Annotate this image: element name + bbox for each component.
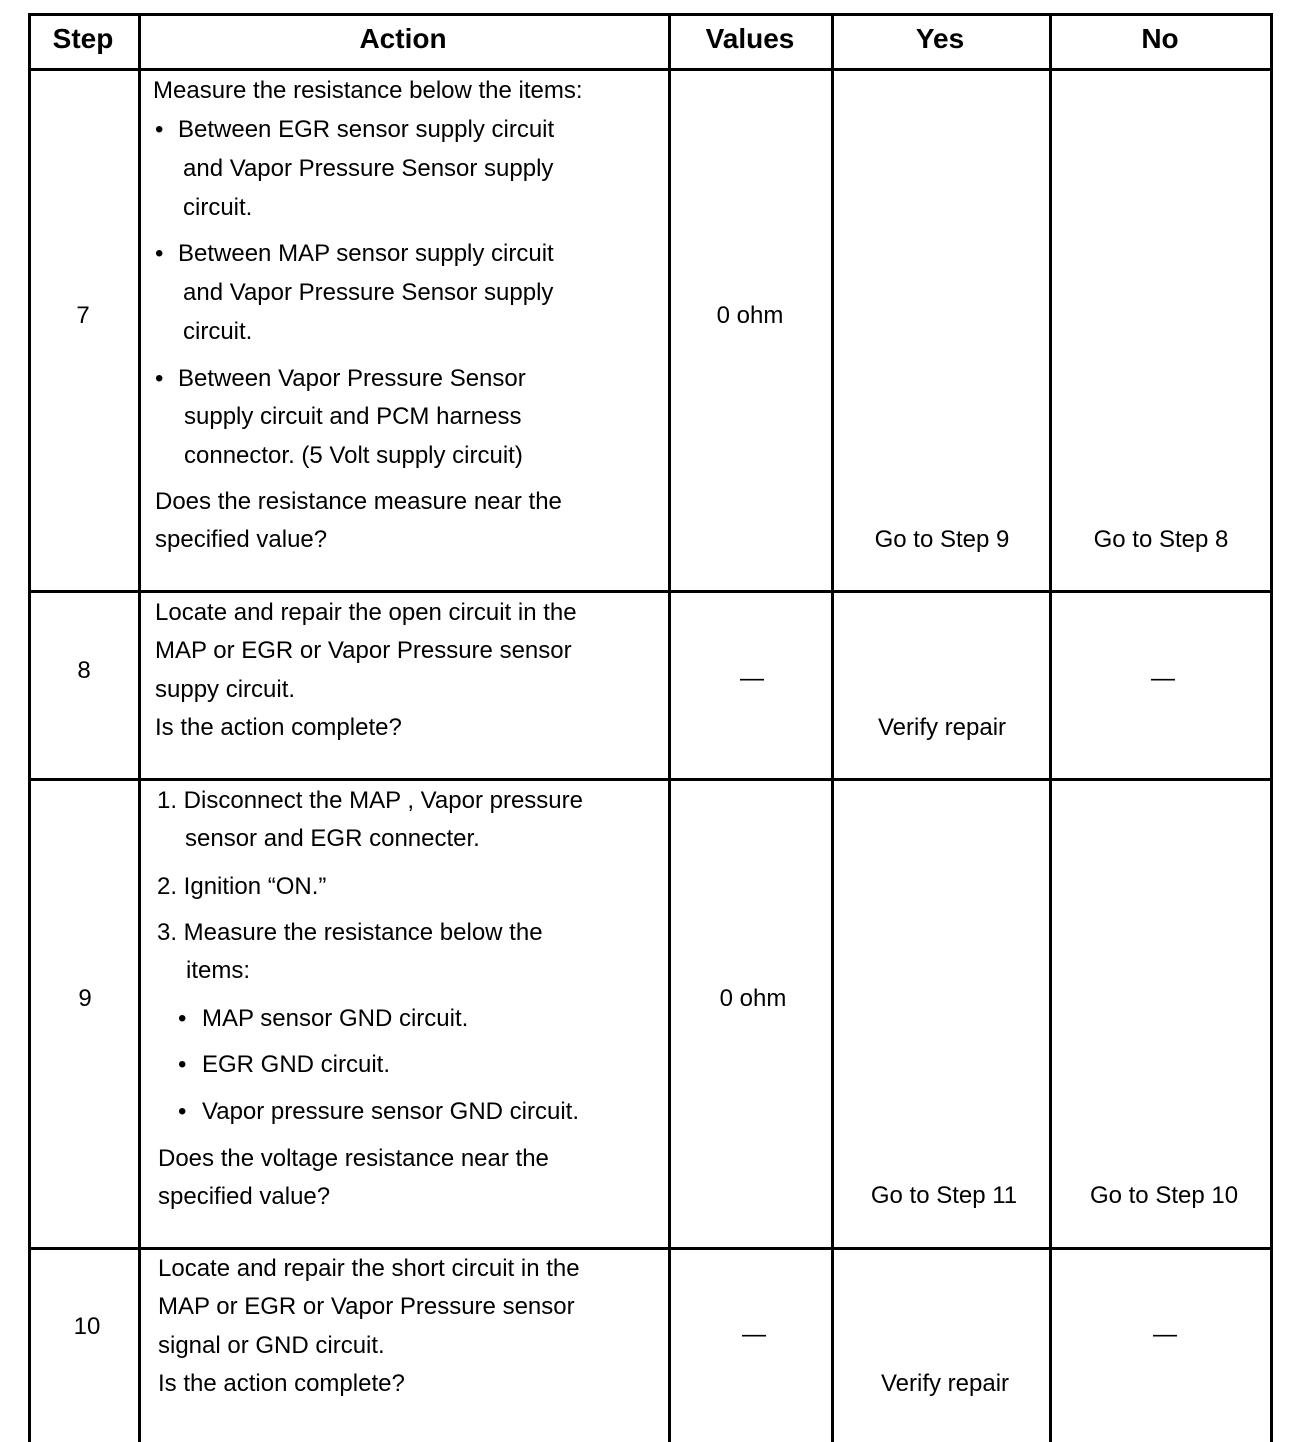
action-text: Locate and repair the open circuit in the bbox=[155, 599, 577, 626]
step-number: 10 bbox=[73, 1313, 101, 1340]
bullet-icon: • bbox=[155, 240, 164, 267]
action-text: MAP sensor GND circuit. bbox=[202, 1005, 469, 1032]
step-number: 7 bbox=[76, 302, 90, 329]
action-text: Measure the resistance below the items: bbox=[153, 77, 583, 104]
no-cell: Go to Step 8 bbox=[1093, 526, 1229, 553]
bullet-icon: • bbox=[178, 1051, 187, 1078]
table-border bbox=[831, 13, 834, 1442]
action-text: Locate and repair the short circuit in the bbox=[158, 1255, 580, 1282]
bullet-icon: • bbox=[155, 365, 164, 392]
step-number: 9 bbox=[78, 985, 92, 1012]
action-text: MAP or EGR or Vapor Pressure sensor bbox=[155, 637, 572, 664]
bullet-icon: • bbox=[155, 116, 164, 143]
action-text: circuit. bbox=[183, 318, 253, 345]
value-cell: 0 ohm bbox=[716, 302, 784, 329]
yes-cell: Verify repair bbox=[877, 714, 1007, 741]
table-border bbox=[28, 13, 1273, 16]
action-text: EGR GND circuit. bbox=[202, 1051, 391, 1078]
action-question: specified value? bbox=[158, 1183, 331, 1210]
action-question: Is the action complete? bbox=[155, 714, 402, 741]
table-border bbox=[668, 13, 671, 1442]
value-cell: 0 ohm bbox=[719, 985, 787, 1012]
yes-cell: Go to Step 9 bbox=[874, 526, 1010, 553]
action-text: MAP or EGR or Vapor Pressure sensor bbox=[158, 1293, 575, 1320]
no-cell: — bbox=[1153, 1321, 1177, 1348]
table-border bbox=[28, 778, 1273, 781]
action-text: signal or GND circuit. bbox=[158, 1332, 385, 1359]
action-question: Does the voltage resistance near the bbox=[158, 1145, 549, 1172]
no-cell: Go to Step 10 bbox=[1089, 1182, 1239, 1209]
action-text: circuit. bbox=[183, 194, 253, 221]
yes-cell: Verify repair bbox=[880, 1370, 1010, 1397]
value-cell: — bbox=[742, 1321, 766, 1348]
table-border bbox=[1270, 13, 1273, 1442]
bullet-icon: • bbox=[178, 1005, 187, 1032]
header-yes: Yes bbox=[915, 23, 965, 54]
action-question: Does the resistance measure near the bbox=[155, 488, 562, 515]
table-border bbox=[28, 590, 1273, 593]
no-cell: — bbox=[1151, 665, 1175, 692]
action-text: Between MAP sensor supply circuit bbox=[178, 240, 554, 267]
table-border bbox=[138, 13, 141, 1442]
bullet-icon: • bbox=[178, 1098, 187, 1125]
value-cell: — bbox=[740, 665, 764, 692]
action-question: specified value? bbox=[155, 526, 328, 553]
action-text: 3. Measure the resistance below the bbox=[157, 919, 543, 946]
table-border bbox=[1049, 13, 1052, 1442]
action-text: Vapor pressure sensor GND circuit. bbox=[202, 1098, 580, 1125]
action-text: connector. (5 Volt supply circuit) bbox=[184, 442, 523, 469]
action-text: sensor and EGR connecter. bbox=[185, 825, 480, 852]
action-text: and Vapor Pressure Sensor supply bbox=[183, 279, 554, 306]
header-no: No bbox=[1141, 23, 1179, 54]
action-question: Is the action complete? bbox=[158, 1370, 405, 1397]
table-border bbox=[28, 13, 31, 1442]
action-text: Between Vapor Pressure Sensor bbox=[178, 365, 526, 392]
action-text: 1. Disconnect the MAP , Vapor pressure bbox=[157, 787, 583, 814]
action-text: suppy circuit. bbox=[155, 676, 296, 703]
table-border bbox=[28, 68, 1273, 71]
header-values: Values bbox=[705, 23, 795, 54]
action-text: and Vapor Pressure Sensor supply bbox=[183, 155, 554, 182]
header-step: Step bbox=[52, 23, 114, 54]
header-action: Action bbox=[359, 23, 447, 54]
action-text: items: bbox=[186, 957, 251, 984]
action-text: 2. Ignition “ON.” bbox=[157, 873, 327, 900]
action-text: Between EGR sensor supply circuit bbox=[178, 116, 555, 143]
step-number: 8 bbox=[77, 657, 91, 684]
action-text: supply circuit and PCM harness bbox=[184, 403, 522, 430]
yes-cell: Go to Step 11 bbox=[870, 1182, 1018, 1209]
